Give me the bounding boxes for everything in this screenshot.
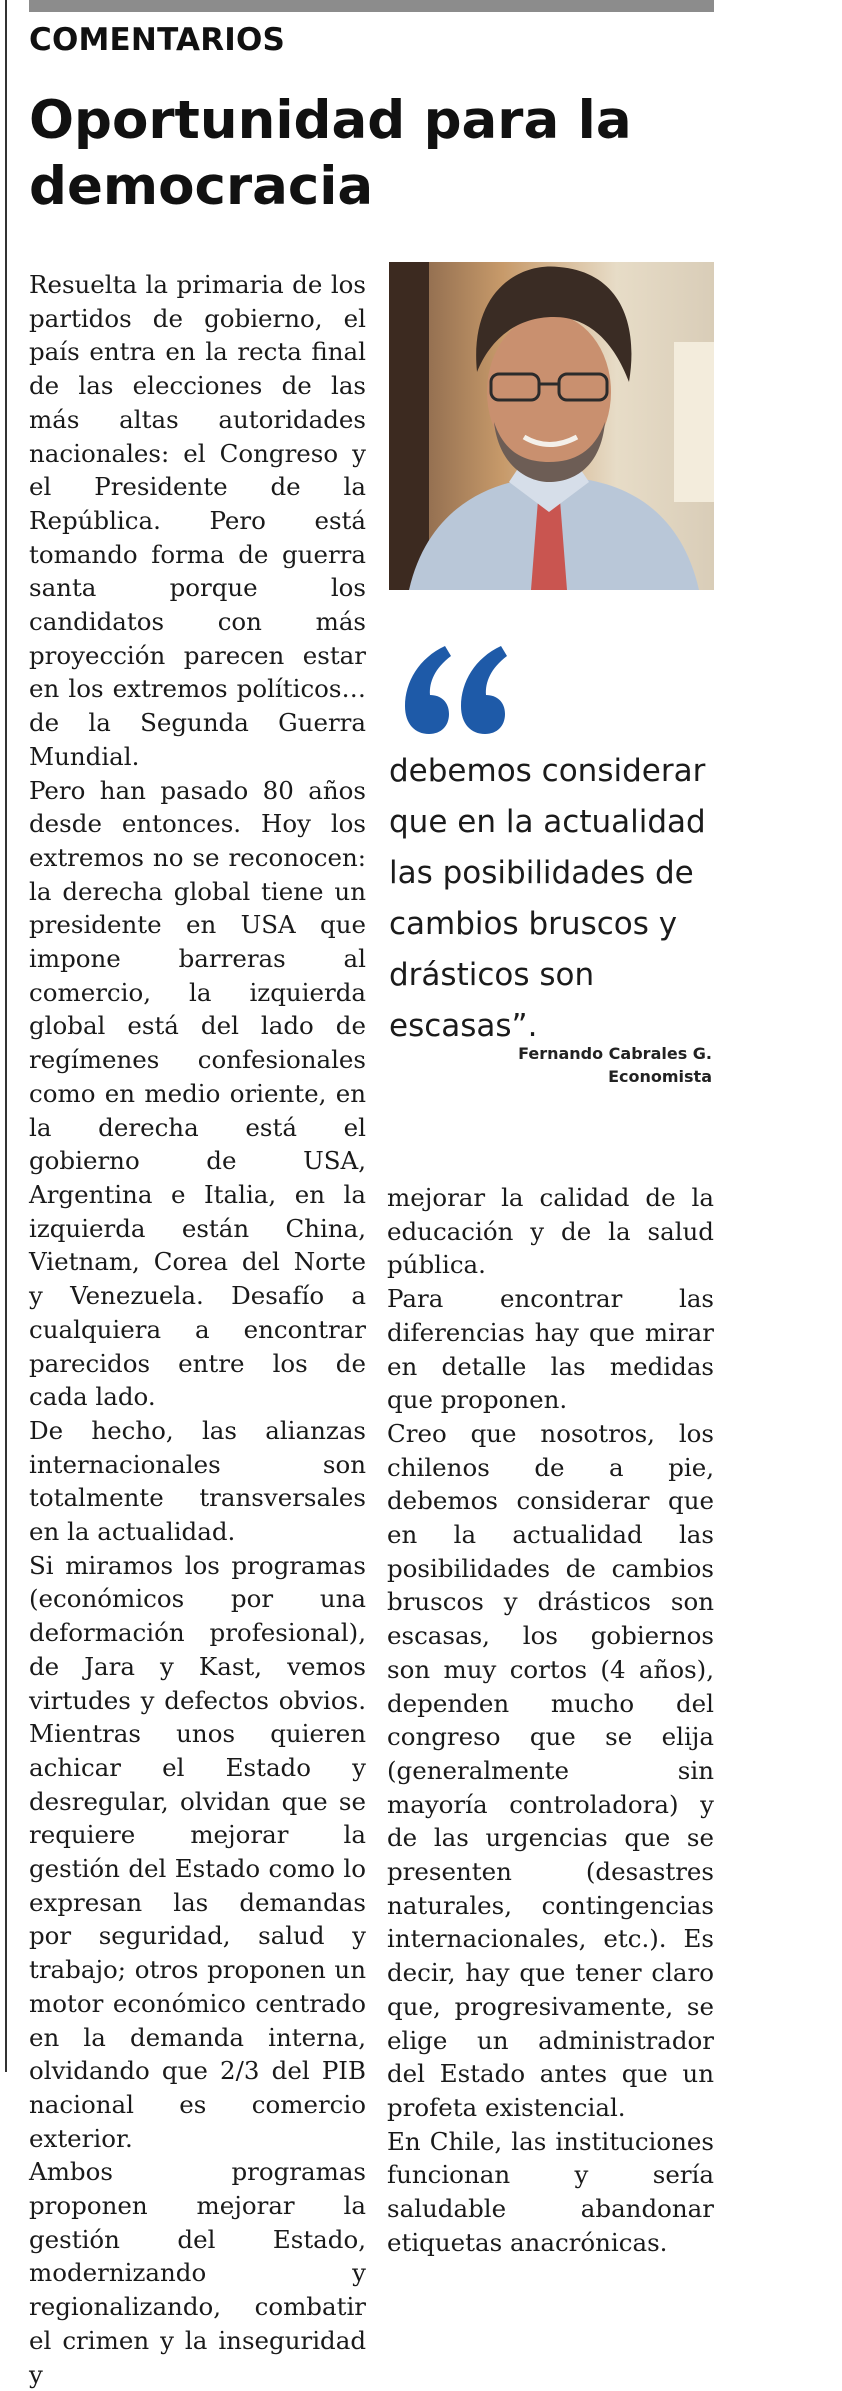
section-label: COMENTARIOS — [29, 22, 286, 58]
paragraph: Pero han pasado 80 años desde entonces. Hoy los extremos no se reconocen: la derecha global tiene un presidente en USA que impone barreras al comercio, la izquierda global está del lado de regímenes confesionales como en medio oriente, en la derecha está el gobierno de USA, Argentina e Italia, en la izquierda están China, Vietnam, Corea del Norte y Venezuela. Desafío a cualquiera a encontrar parecidos entre los de cada lado. — [29, 775, 366, 1412]
paragraph: Ambos programas proponen mejorar la gestión del Estado, modernizando y regionalizando, combatir el crimen y la inseguridad y — [29, 2157, 366, 2389]
paragraph: mejorar la calidad de la educación y de la salud pública. — [387, 1183, 714, 1280]
paragraph: De hecho, las alianzas internacionales son totalmente transversales en la actualidad. — [29, 1415, 366, 1547]
paragraph: Resuelta la primaria de los partidos de gobierno, el país entra en la recta final de las elecciones de las más altas autoridades nacionales: el Congreso y el Presidente de la República. Pero está tomando forma de guerra santa porque los candidatos con más proyección parecen estar en los extremos políticos…de la Segunda Guerra Mundial. — [29, 270, 366, 771]
author-photo — [389, 262, 714, 590]
quote-attribution — [518, 1042, 712, 1088]
header-bar — [29, 0, 714, 12]
page-left-rule — [5, 0, 7, 2072]
author-name: Fernando Cabrales G. — [518, 1044, 712, 1063]
author-role: Economista — [608, 1067, 712, 1086]
headline: Oportunidad para la democracia — [29, 90, 632, 217]
paragraph: Si miramos los programas (económicos por una deformación profesional), de Jara y Kast, vemos virtudes y defectos obvios. Mientras unos quieren achicar el Estado y desregular, olvidan que se requiere mejorar la gestión del Estado como lo expresan las demandas por seguridad, salud y trabajo; otros proponen un motor económico centrado en la demanda interna, olvidando que 2/3 del PIB nacional es comercio exterior. — [29, 1550, 366, 2153]
pull-quote: debemos considerar que en la actualidad las posibilidades de cambios bruscos y drásticos son escasas”. — [389, 753, 706, 1044]
paragraph: Creo que nosotros, los chilenos de a pie, debemos considerar que en la actualidad las posibilidades de cambios bruscos y drásticos son escasas, los gobiernos son muy cortos (4 años), dependen mucho del congreso que se elija (generalmente sin mayoría controladora) y de las urgencias que se presenten (desastres naturales, contingencias internacionales, etc.). Es decir, hay que tener claro que, progresivamente, se elige un administrador del Estado antes que un profeta existencial. — [387, 1418, 714, 2122]
paragraph: En Chile, las instituciones funcionan y sería saludable abandonar etiquetas anacrónicas. — [387, 2126, 714, 2257]
quote-mark-icon — [397, 640, 509, 740]
article-column-left — [29, 268, 366, 2391]
article-column-right — [387, 1181, 714, 2260]
paragraph: Para encontrar las diferencias hay que mirar en detalle las medidas que proponen. — [387, 1284, 714, 1415]
